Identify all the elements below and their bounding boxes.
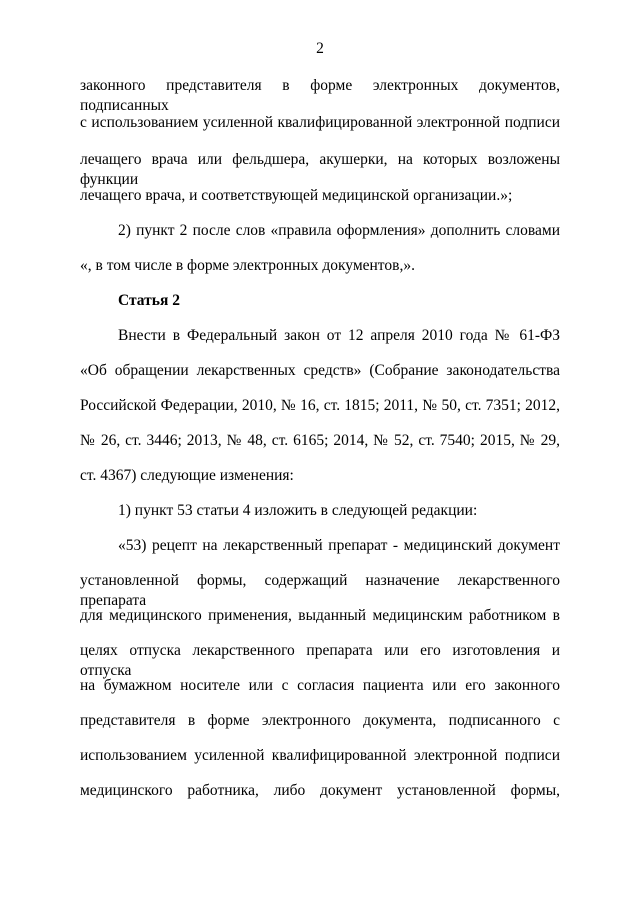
text-line: целях отпуска лекарственного препарата или его изготовления и отпуска	[80, 642, 560, 679]
text-line: медицинского работника, либо документ установленной формы,	[80, 782, 560, 799]
text-line: «, в том числе в форме электронных документов,».	[80, 257, 415, 274]
text-line: с использованием усиленной квалифицированной электронной подписи	[80, 114, 560, 131]
text-line: для медицинского применения, выданный медицинским работником в	[80, 607, 560, 624]
text-line: установленной формы, содержащий назначение лекарственного препарата	[80, 572, 560, 609]
text-line: использованием усиленной квалифицированной электронной подписи	[80, 747, 560, 764]
text-line: № 26, ст. 3446; 2013, № 48, ст. 6165; 2014, № 52, ст. 7540; 2015, № 29,	[80, 432, 560, 449]
text-line: Внести в Федеральный закон от 12 апреля 2010 года № 61-ФЗ	[118, 327, 560, 344]
text-line: 2) пункт 2 после слов «правила оформления» дополнить словами	[118, 222, 560, 239]
text-line: на бумажном носителе или с согласия пациента или его законного	[80, 677, 560, 694]
text-line: законного представителя в форме электронных документов, подписанных	[80, 77, 560, 114]
text-line: «Об обращении лекарственных средств» (Собрание законодательства	[80, 362, 560, 379]
text-line: Российской Федерации, 2010, № 16, ст. 1815; 2011, № 50, ст. 7351; 2012,	[80, 397, 560, 414]
text-line: лечащего врача или фельдшера, акушерки, на которых возложены функции	[80, 151, 560, 188]
text-line: представителя в форме электронного документа, подписанного с	[80, 712, 560, 729]
text-line: «53) рецепт на лекарственный препарат - медицинский документ	[118, 537, 560, 554]
page-number: 2	[316, 40, 324, 57]
article-heading: Статья 2	[118, 292, 180, 309]
text-line: ст. 4367) следующие изменения:	[80, 467, 294, 484]
text-line: 1) пункт 53 статьи 4 изложить в следующей редакции:	[118, 502, 478, 519]
text-line: лечащего врача, и соответствующей медицинской организации.»;	[80, 187, 513, 204]
